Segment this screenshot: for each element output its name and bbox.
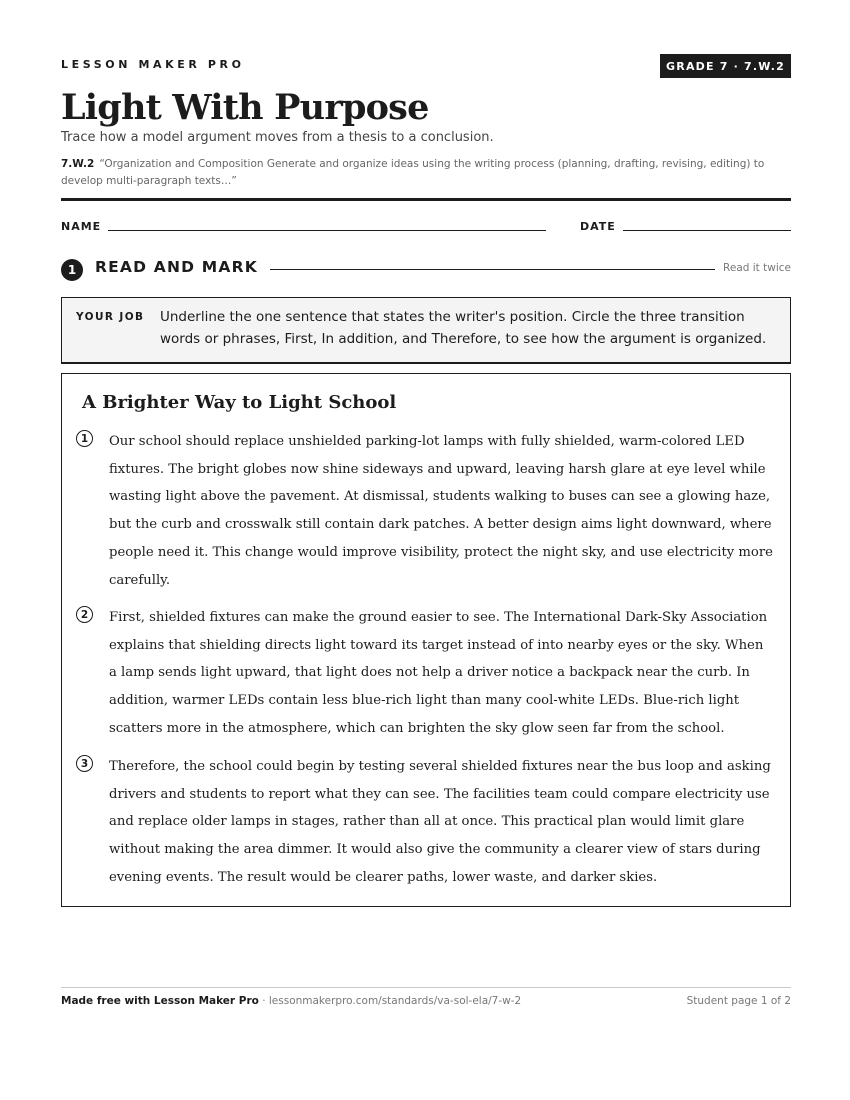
instructions-text: Underline the one sentence that states the writer's position. Circle the three transition words or phrases, First, In addition, and Therefore, to see how the argument is organized. <box>160 309 767 347</box>
reading-passage <box>61 373 791 907</box>
paragraph-number: 2 <box>76 606 93 623</box>
name-field[interactable] <box>108 230 546 231</box>
instructions-label: YOUR JOB <box>76 311 145 323</box>
footer-credit <box>61 995 521 1007</box>
worksheet-subtitle: Trace how a model argument moves from a thesis to a conclusion. <box>61 130 494 145</box>
footer-made-with: Made free with Lesson Maker Pro <box>61 995 259 1007</box>
paragraph-number: 1 <box>76 430 93 447</box>
paragraph-text: First, shielded fixtures can make the ground easier to see. The International Dark-Sky Association explains that shielding directs light toward its target instead of into nearby eyes or the sky. When a lamp sends light upward, that light does not help a driver notice a backpack near the curb. In addition, warmer LEDs contain less blue-rich light than many cool-white LEDs. Blue-rich light scatters more in the atmosphere, which can brighten the sky glow seen far from the school. <box>109 610 768 736</box>
section-divider <box>270 269 715 270</box>
section-note: Read it twice <box>723 262 791 274</box>
name-label: NAME <box>61 220 102 233</box>
brand-name: LESSON MAKER PRO <box>61 58 245 71</box>
date-label: DATE <box>580 220 616 233</box>
footer-page-number: Student page 1 of 2 <box>686 995 791 1007</box>
worksheet-page <box>61 0 791 1100</box>
grade-badge: GRADE 7 · 7.W.2 <box>660 54 791 78</box>
header-divider <box>61 198 791 201</box>
instructions-box <box>61 297 791 364</box>
footer-link[interactable]: · lessonmakerpro.com/standards/va-sol-ela/7-w-2 <box>258 995 522 1007</box>
standard-text: “Organization and Composition Generate and organize ideas using the writing process (planning, drafting, revising, editing) to develop multi-paragraph texts…” <box>61 158 765 187</box>
section-title: READ AND MARK <box>95 258 258 276</box>
standard-code: 7.W.2 <box>61 158 95 170</box>
date-field[interactable] <box>623 230 791 231</box>
standard-description <box>61 156 791 190</box>
section-number-badge: 1 <box>61 259 83 281</box>
worksheet-title: Light With Purpose <box>61 87 429 128</box>
paragraph-text: Our school should replace unshielded parking-lot lamps with fully shielded, warm-colored LED fixtures. The bright globes now shine sideways and upward, leaving harsh glare at eye level while wasting light above the pavement. At dismissal, students walking to buses can see a glowing haze, but the curb and crosswalk still contain dark patches. A better design aims light downward, where people need it. This change would improve visibility, protect the night sky, and use electricity more carefully. <box>109 434 773 588</box>
paragraph-text: Therefore, the school could begin by testing several shielded fixtures near the bus loop and asking drivers and students to report what they can see. The facilities team could compare electricity use and replace older lamps in stages, rather than all at once. This practical plan would limit glare without making the area dimmer. It would also give the community a clearer view of stars during evening events. The result would be clearer paths, lower waste, and darker skies. <box>109 759 771 885</box>
passage-title: A Brighter Way to Light School <box>82 392 397 413</box>
paragraph-number: 3 <box>76 755 93 772</box>
footer-divider <box>61 987 791 988</box>
